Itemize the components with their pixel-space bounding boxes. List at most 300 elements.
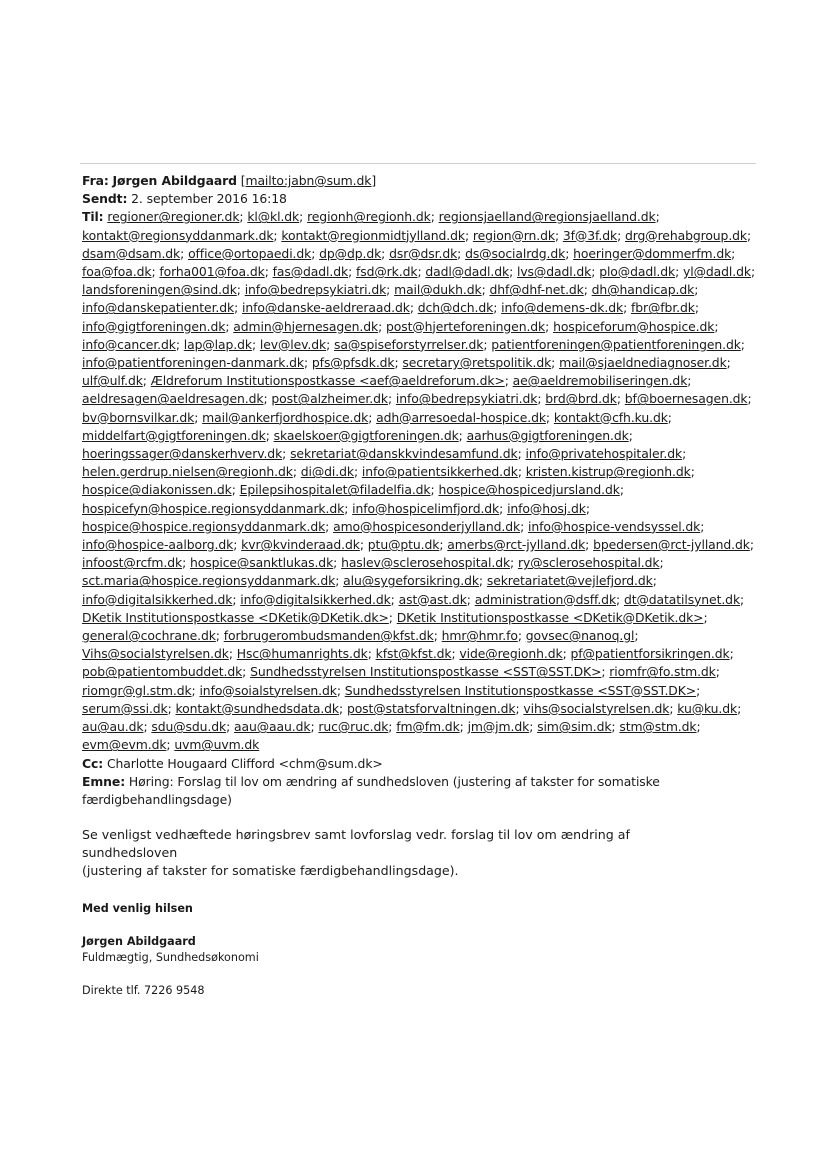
recipient-separator: ; bbox=[703, 609, 708, 625]
recipient-address[interactable]: regionh@regionh.dk bbox=[307, 209, 431, 225]
recipient-line bbox=[82, 354, 758, 372]
recipient-separator: ; bbox=[433, 628, 442, 644]
recipient-address[interactable]: regioner@regioner.dk bbox=[107, 209, 240, 225]
recipient-separator: ; bbox=[263, 391, 272, 407]
recipient-address[interactable]: hmr@hmr.fo bbox=[441, 628, 518, 644]
recipient-line bbox=[82, 700, 758, 718]
recipient-address[interactable]: lev@lev.dk bbox=[259, 336, 327, 352]
recipient-separator: ; bbox=[687, 373, 692, 389]
recipient-separator: ; bbox=[726, 355, 731, 371]
recipient-line bbox=[82, 445, 758, 463]
recipient-separator: ; bbox=[554, 227, 563, 243]
recipient-address[interactable]: aeldresagen@aeldresagen.dk bbox=[82, 391, 264, 407]
recipient-address[interactable]: pob@patientombuddet.dk bbox=[82, 664, 243, 680]
recipient-line bbox=[82, 390, 758, 408]
recipient-address[interactable]: hospice@diakonissen.dk bbox=[82, 482, 232, 498]
signature-title: Fuldmægtig, Sundhedsøkonomi bbox=[82, 951, 259, 964]
recipient-address[interactable]: sct.maria@hospice.regionsyddanmark.dk bbox=[82, 573, 336, 589]
recipient-separator: ; bbox=[616, 391, 625, 407]
recipient-address[interactable]: info@demens-dk.dk bbox=[501, 300, 624, 316]
recipient-line bbox=[82, 409, 758, 427]
recipient-address[interactable]: amerbs@rct-jylland.dk bbox=[447, 537, 586, 553]
recipient-separator: ; bbox=[457, 245, 466, 261]
recipient-address[interactable]: lap@lap.dk bbox=[183, 336, 252, 352]
from-name: Jørgen Abildgaard bbox=[112, 173, 237, 188]
recipient-address[interactable]: ku@ku.dk bbox=[677, 700, 738, 716]
recipient-separator: ; bbox=[339, 700, 347, 716]
recipient-separator: ; bbox=[348, 264, 356, 280]
recipient-separator: ; bbox=[387, 391, 396, 407]
recipient-address[interactable]: Ældreforum Institutionspostkasse <aef@aeldreforum.dk> bbox=[150, 373, 505, 389]
recipient-address[interactable]: sim@sim.dk bbox=[537, 719, 612, 735]
recipient-separator: ; bbox=[228, 646, 237, 662]
recipient-line bbox=[82, 500, 758, 518]
recipient-address[interactable]: hospicefyn@hospice.regionsyddanmark.dk bbox=[82, 500, 345, 516]
recipient-separator: ; bbox=[565, 245, 574, 261]
recipient-separator: ; bbox=[493, 300, 502, 316]
recipient-separator: ; bbox=[234, 300, 243, 316]
recipient-separator: ; bbox=[409, 300, 418, 316]
recipient-address[interactable]: info@danskepatienter.dk bbox=[82, 300, 235, 316]
recipient-separator: ; bbox=[325, 518, 334, 534]
recipient-separator: ; bbox=[504, 373, 513, 389]
recipient-separator: ; bbox=[585, 500, 590, 516]
recipient-separator: ; bbox=[381, 245, 390, 261]
recipient-address[interactable]: hospice@sanktlukas.dk bbox=[190, 555, 334, 571]
recipient-address[interactable]: fas@dadl.dk bbox=[272, 264, 349, 280]
recipient-line bbox=[82, 372, 758, 390]
recipient-address[interactable]: Vihs@socialstyrelsen.dk bbox=[82, 646, 229, 662]
email-body bbox=[82, 826, 722, 880]
recipient-separator: ; bbox=[191, 682, 200, 698]
recipient-address[interactable]: fm@fm.dk bbox=[396, 719, 460, 735]
recipient-address[interactable]: post@hjerteforeningen.dk bbox=[386, 318, 546, 334]
recipient-address[interactable]: aau@aau.dk bbox=[234, 719, 311, 735]
recipient-separator: ; bbox=[696, 719, 701, 735]
from-mailto-link[interactable]: [mailto:jabn@sum.dk] bbox=[240, 173, 377, 188]
recipient-separator: ; bbox=[388, 719, 397, 735]
recipient-separator: ; bbox=[464, 227, 473, 243]
recipient-address[interactable]: regionsjaelland@regionsjaelland.dk bbox=[438, 209, 656, 225]
recipient-separator: ; bbox=[669, 700, 678, 716]
recipient-separator: ; bbox=[714, 318, 719, 334]
recipient-separator: ; bbox=[167, 700, 176, 716]
recipient-separator: ; bbox=[616, 591, 624, 607]
recipient-address[interactable]: kontakt@regionmidtjylland.dk bbox=[281, 227, 465, 243]
recipient-separator: ; bbox=[180, 245, 189, 261]
recipients-block bbox=[82, 208, 758, 754]
recipient-separator: ; bbox=[537, 391, 546, 407]
recipient-separator: ; bbox=[749, 537, 754, 553]
recipient-address[interactable]: forha001@foa.dk bbox=[159, 264, 265, 280]
recipient-separator: ; bbox=[690, 464, 695, 480]
recipient-separator: ; bbox=[458, 427, 467, 443]
recipient-address[interactable]: kontakt@sundhedsdata.dk bbox=[175, 700, 340, 716]
recipient-line bbox=[82, 518, 758, 536]
recipient-address[interactable]: sdu@sdu.dk bbox=[151, 719, 227, 735]
recipient-separator: ; bbox=[232, 591, 241, 607]
recipient-separator: ; bbox=[335, 573, 344, 589]
recipient-line bbox=[82, 718, 758, 736]
recipient-line bbox=[82, 554, 758, 572]
recipient-address[interactable]: hospice@hospicedjursland.dk bbox=[438, 482, 620, 498]
recipient-address[interactable]: ae@aeldremobiliseringen.dk bbox=[512, 373, 688, 389]
recipient-separator: ; bbox=[694, 300, 699, 316]
recipient-separator: ; bbox=[481, 282, 490, 298]
recipient-address[interactable]: govsec@nanoq.gl bbox=[525, 628, 635, 644]
recipient-address[interactable]: Epilepsihospitalet@filadelfia.dk bbox=[239, 482, 431, 498]
recipient-address[interactable]: region@rn.dk bbox=[472, 227, 555, 243]
recipient-line bbox=[82, 245, 758, 263]
recipient-separator: ; bbox=[394, 355, 403, 371]
recipient-separator: ; bbox=[737, 700, 742, 716]
recipient-line bbox=[82, 682, 758, 700]
recipient-address[interactable]: info@hosj.dk bbox=[507, 500, 586, 516]
recipient-separator: ; bbox=[265, 427, 274, 443]
recipient-address[interactable]: bv@bornsvilkar.dk bbox=[82, 409, 195, 425]
recipient-separator: ; bbox=[747, 227, 752, 243]
recipient-separator: ; bbox=[750, 264, 756, 280]
recipient-separator: ; bbox=[623, 300, 631, 316]
recipient-address[interactable]: hoeringer@dommerfm.dk bbox=[573, 245, 732, 261]
cc-label: Cc: bbox=[82, 755, 104, 771]
recipient-separator: ; bbox=[142, 373, 151, 389]
recipient-separator: ; bbox=[659, 555, 664, 571]
recipient-address[interactable]: stm@stm.dk bbox=[619, 719, 697, 735]
recipient-separator: ; bbox=[459, 719, 468, 735]
recipient-address[interactable]: hoeringssager@danskerhverv.dk bbox=[82, 446, 283, 462]
recipient-address[interactable]: serum@ssi.dk bbox=[82, 700, 168, 716]
recipient-address[interactable]: info@hospice-aalborg.dk bbox=[82, 537, 234, 553]
body-line-2: (justering af takster for somatiske færdigbehandlingsdage). bbox=[82, 863, 459, 878]
recipient-address[interactable]: plo@dadl.dk bbox=[599, 264, 676, 280]
recipient-address[interactable]: dsr@dsr.dk bbox=[389, 245, 458, 261]
recipient-address[interactable]: bpedersen@rct-jylland.dk bbox=[593, 537, 750, 553]
recipient-address[interactable]: info@privatehospitaler.dk bbox=[525, 446, 683, 462]
recipient-separator: ; bbox=[619, 482, 624, 498]
recipient-separator: ; bbox=[359, 537, 368, 553]
recipient-separator: ; bbox=[466, 591, 475, 607]
recipient-address[interactable]: info@danske-aeldreraad.dk bbox=[242, 300, 410, 316]
recipient-line bbox=[82, 281, 758, 299]
recipient-line bbox=[82, 427, 758, 445]
recipient-separator: ; bbox=[628, 427, 633, 443]
recipient-line bbox=[82, 627, 758, 645]
recipient-separator: ; bbox=[729, 646, 734, 662]
recipient-line bbox=[82, 481, 758, 499]
recipient-separator: ; bbox=[333, 555, 342, 571]
recipient-address[interactable]: lvs@dadl.dk bbox=[516, 264, 592, 280]
recipient-separator: ; bbox=[231, 482, 240, 498]
recipient-address[interactable]: info@digitalsikkerhed.dk bbox=[82, 591, 233, 607]
recipient-address[interactable]: info@digitalsikkerhed.dk bbox=[240, 591, 391, 607]
recipient-address[interactable]: secretary@retspolitik.dk bbox=[402, 355, 552, 371]
recipient-address[interactable]: kontakt@regionsyddanmark.dk bbox=[82, 227, 274, 243]
recipient-address[interactable]: kvr@kvinderaad.dk bbox=[241, 537, 360, 553]
recipient-address[interactable]: mail@sjaeldnediagnoser.dk bbox=[559, 355, 727, 371]
recipient-address[interactable]: adh@arresoedal-hospice.dk bbox=[376, 409, 546, 425]
recipient-separator: ; bbox=[517, 446, 526, 462]
recipient-line bbox=[82, 591, 758, 609]
recipient-line bbox=[82, 208, 758, 226]
recipient-address[interactable]: brd@brd.dk bbox=[545, 391, 617, 407]
recipient-separator: ; bbox=[336, 682, 345, 698]
recipient-address[interactable]: DKetik Institutionspostkasse <DKetik@DKetik.dk> bbox=[82, 609, 389, 625]
recipient-separator: ; bbox=[194, 409, 203, 425]
recipient-address[interactable]: info@gigtforeningen.dk bbox=[82, 318, 226, 334]
recipient-address[interactable]: general@cochrane.dk bbox=[82, 628, 216, 644]
recipient-separator: ; bbox=[378, 318, 387, 334]
cc-value: Charlotte Hougaard Clifford <chm@sum.dk> bbox=[106, 755, 383, 771]
recipient-address[interactable]: au@au.dk bbox=[82, 719, 144, 735]
recipient-separator: ; bbox=[740, 336, 745, 352]
recipient-separator: ; bbox=[368, 409, 377, 425]
recipient-line bbox=[82, 536, 758, 554]
recipient-separator: ; bbox=[517, 628, 526, 644]
recipient-separator: ; bbox=[617, 227, 625, 243]
recipient-separator: ; bbox=[390, 591, 399, 607]
recipient-address[interactable]: kontakt@cfh.ku.dk bbox=[553, 409, 668, 425]
recipient-address[interactable]: office@ortopaedi.dk bbox=[188, 245, 312, 261]
recipient-address[interactable]: post@statsforvaltningen.dk bbox=[346, 700, 516, 716]
recipient-address[interactable]: info@hospice-vendsyssel.dk bbox=[528, 518, 701, 534]
recipient-address[interactable]: info@cancer.dk bbox=[82, 336, 176, 352]
recipient-address[interactable]: dhf@dhf-net.dk bbox=[489, 282, 584, 298]
recipient-separator: ; bbox=[731, 245, 736, 261]
to-label: Til: bbox=[82, 209, 104, 225]
recipient-address[interactable]: drg@rehabgroup.dk bbox=[624, 227, 748, 243]
recipient-address[interactable]: jm@jm.dk bbox=[467, 719, 530, 735]
recipient-address[interactable]: kfst@kfst.dk bbox=[375, 646, 452, 662]
recipient-address[interactable]: forbrugerombudsmanden@kfst.dk bbox=[223, 628, 434, 644]
recipient-address[interactable]: kristen.kistrup@regionh.dk bbox=[525, 464, 691, 480]
recipient-address[interactable]: pf@patientforsikringen.dk bbox=[570, 646, 730, 662]
recipient-separator: ; bbox=[417, 264, 426, 280]
recipient-address[interactable]: info@soialstyrelsen.dk bbox=[199, 682, 337, 698]
email-header bbox=[82, 172, 758, 809]
recipient-address[interactable]: patientforeningen@patientforeningen.dk bbox=[491, 336, 741, 352]
recipient-separator: ; bbox=[143, 719, 152, 735]
recipient-separator: ; bbox=[545, 409, 554, 425]
recipient-address[interactable]: alu@sygeforsikring.dk bbox=[343, 573, 479, 589]
sent-value: 2. september 2016 16:18 bbox=[131, 191, 287, 207]
recipient-line bbox=[82, 645, 758, 663]
recipient-address[interactable]: ulf@ulf.dk bbox=[82, 373, 143, 389]
recipient-separator: ; bbox=[583, 282, 592, 298]
recipient-address[interactable]: Sundhedsstyrelsen Institutionspostkasse <SST@SST.DK> bbox=[250, 664, 602, 680]
recipient-address[interactable]: sekretariatet@vejlefjord.dk bbox=[486, 573, 653, 589]
body-line-1: Se venligst vedhæftede høringsbrev samt lovforslag vedr. forslag til lov om ændring af sundhedsloven bbox=[82, 827, 630, 860]
recipient-address[interactable]: foa@foa.dk bbox=[82, 264, 152, 280]
recipient-separator: ; bbox=[388, 609, 397, 625]
recipient-address[interactable]: fsd@rk.dk bbox=[356, 264, 418, 280]
recipient-address[interactable]: dt@datatilsynet.dk bbox=[623, 591, 741, 607]
recipient-address[interactable]: mail@ankerfjordhospice.dk bbox=[202, 409, 369, 425]
recipient-address[interactable]: dsam@dsam.dk bbox=[82, 245, 181, 261]
recipient-address[interactable]: haslev@sclerosehospital.dk bbox=[341, 555, 511, 571]
recipient-address[interactable]: yl@dadl.dk bbox=[683, 264, 751, 280]
recipient-separator: ; bbox=[430, 209, 439, 225]
recipient-address[interactable]: admin@hjernesagen.dk bbox=[233, 318, 379, 334]
recipient-separator: ; bbox=[310, 719, 319, 735]
recipient-line bbox=[82, 663, 758, 681]
recipient-separator: ; bbox=[747, 391, 752, 407]
recipient-separator: ; bbox=[682, 446, 687, 462]
recipient-separator: ; bbox=[585, 537, 594, 553]
recipient-address[interactable]: riomgr@gl.stm.dk bbox=[82, 682, 192, 698]
recipient-address[interactable]: dch@dch.dk bbox=[417, 300, 494, 316]
recipient-address[interactable]: post@alzheimer.dk bbox=[271, 391, 388, 407]
recipient-address[interactable]: ast@ast.dk bbox=[398, 591, 467, 607]
subject-line-2 bbox=[82, 791, 758, 809]
recipient-separator: ; bbox=[517, 464, 526, 480]
recipient-separator: ; bbox=[225, 318, 234, 334]
signature-name: Jørgen Abildgaard bbox=[82, 935, 196, 948]
recipient-address[interactable]: hospiceforum@hospice.dk bbox=[553, 318, 715, 334]
recipient-separator: ; bbox=[611, 719, 620, 735]
recipient-separator: ; bbox=[367, 646, 376, 662]
recipient-address[interactable]: uvm@uvm.dk bbox=[174, 737, 260, 753]
recipient-line bbox=[82, 572, 758, 590]
recipient-separator: ; bbox=[282, 446, 291, 462]
subject-text-2: færdigbehandlingsdage) bbox=[82, 791, 232, 807]
recipient-address[interactable]: dh@handicap.dk bbox=[591, 282, 695, 298]
recipient-address[interactable]: pfs@pfsdk.dk bbox=[311, 355, 395, 371]
cc-line bbox=[82, 755, 758, 773]
recipient-line bbox=[82, 336, 758, 354]
recipient-separator: ; bbox=[551, 355, 560, 371]
recipient-address[interactable]: info@hospicelimfjord.dk bbox=[352, 500, 500, 516]
recipient-separator: ; bbox=[545, 318, 554, 334]
recipient-address[interactable]: info@patientforeningen-danmark.dk bbox=[82, 355, 304, 371]
recipient-separator: ; bbox=[304, 355, 312, 371]
recipient-address[interactable]: di@di.dk bbox=[300, 464, 354, 480]
recipient-separator: ; bbox=[439, 537, 448, 553]
recipient-address[interactable]: Sundhedsstyrelsen Institutionspostkasse <SST@SST.DK> bbox=[344, 682, 697, 698]
subject-text-1: Høring: Forslag til lov om ændring af sundhedsloven (justering af takster for somatiske bbox=[128, 773, 660, 789]
recipient-address[interactable]: skaelskoer@gigtforeningen.dk bbox=[273, 427, 459, 443]
recipient-line bbox=[82, 318, 758, 336]
recipient-separator: ; bbox=[740, 591, 745, 607]
from-label: Fra: bbox=[82, 173, 109, 188]
recipient-separator: ; bbox=[273, 227, 282, 243]
recipient-address[interactable]: info@bedrepsykiatri.dk bbox=[395, 391, 538, 407]
recipient-separator: ; bbox=[696, 682, 701, 698]
recipient-address[interactable]: middelfart@gigtforeningen.dk bbox=[82, 427, 266, 443]
recipient-address[interactable]: sekretariat@danskkvindesamfund.dk bbox=[290, 446, 518, 462]
recipient-separator: ; bbox=[430, 482, 439, 498]
recipient-separator: ; bbox=[226, 719, 235, 735]
subject-label: Emne: bbox=[82, 773, 126, 789]
recipient-separator: ; bbox=[326, 336, 335, 352]
recipient-separator: ; bbox=[292, 464, 301, 480]
recipient-separator: ; bbox=[694, 282, 699, 298]
recipient-separator: ; bbox=[299, 209, 308, 225]
recipient-separator: ; bbox=[634, 628, 639, 644]
recipient-separator: ; bbox=[311, 245, 320, 261]
recipient-address[interactable]: mail@dukh.dk bbox=[394, 282, 482, 298]
sent-label: Sendt: bbox=[82, 191, 128, 207]
recipient-separator: ; bbox=[239, 209, 248, 225]
recipient-address[interactable]: Hsc@humanrights.dk bbox=[236, 646, 368, 662]
recipient-address[interactable]: amo@hospicesonderjylland.dk bbox=[333, 518, 521, 534]
recipient-address[interactable]: vihs@socialstyrelsen.dk bbox=[523, 700, 670, 716]
recipient-separator: ; bbox=[451, 646, 460, 662]
recipient-separator: ; bbox=[344, 500, 353, 516]
sent-line bbox=[82, 190, 758, 208]
recipient-address[interactable]: ry@sclerosehospital.dk bbox=[517, 555, 660, 571]
recipient-address[interactable]: vide@regionh.dk bbox=[459, 646, 563, 662]
recipient-separator: ; bbox=[215, 628, 224, 644]
recipient-address[interactable]: kl@kl.dk bbox=[247, 209, 300, 225]
signature-phone: Direkte tlf. 7226 9548 bbox=[82, 984, 205, 997]
recipient-separator: ; bbox=[655, 209, 660, 225]
recipient-separator: ; bbox=[151, 264, 160, 280]
recipient-address[interactable]: info@bedrepsykiatri.dk bbox=[244, 282, 387, 298]
recipient-separator: ; bbox=[236, 282, 245, 298]
recipient-address[interactable]: infoost@rcfm.dk bbox=[82, 555, 183, 571]
recipient-separator: ; bbox=[386, 282, 395, 298]
recipient-line bbox=[82, 736, 758, 754]
recipient-line bbox=[82, 609, 758, 627]
recipient-address[interactable]: ruc@ruc.dk bbox=[318, 719, 389, 735]
recipient-address[interactable]: helen.gerdrup.nielsen@regionh.dk bbox=[82, 464, 293, 480]
recipient-separator: ; bbox=[520, 518, 529, 534]
recipient-separator: ; bbox=[478, 573, 487, 589]
recipient-address[interactable]: dp@dp.dk bbox=[319, 245, 382, 261]
recipient-separator: ; bbox=[509, 264, 517, 280]
recipient-separator: ; bbox=[499, 500, 508, 516]
recipient-separator: ; bbox=[510, 555, 518, 571]
recipient-address[interactable]: evm@evm.dk bbox=[82, 737, 167, 753]
recipient-address[interactable]: landsforeningen@sind.dk bbox=[82, 282, 237, 298]
recipient-line bbox=[82, 463, 758, 481]
recipient-separator: ; bbox=[591, 264, 600, 280]
recipient-separator: ; bbox=[182, 555, 190, 571]
recipient-address[interactable]: riomfr@fo.stm.dk bbox=[609, 664, 716, 680]
recipient-separator: ; bbox=[166, 737, 175, 753]
recipient-separator: ; bbox=[675, 264, 684, 280]
recipient-separator: ; bbox=[529, 719, 538, 735]
recipient-separator: ; bbox=[483, 336, 492, 352]
recipient-separator: ; bbox=[233, 537, 242, 553]
recipient-address[interactable]: hospice@hospice.regionsyddanmark.dk bbox=[82, 518, 326, 534]
recipient-address[interactable]: aarhus@gigtforeningen.dk bbox=[466, 427, 629, 443]
recipient-separator: ; bbox=[353, 464, 362, 480]
recipient-address[interactable]: fbr@fbr.dk bbox=[630, 300, 695, 316]
recipient-separator: ; bbox=[667, 409, 672, 425]
recipient-line bbox=[82, 299, 758, 317]
recipient-address[interactable]: info@patientsikkerhed.dk bbox=[361, 464, 518, 480]
recipient-address[interactable]: administration@dsff.dk bbox=[474, 591, 617, 607]
recipient-separator: ; bbox=[175, 336, 184, 352]
recipient-address[interactable]: bf@boernesagen.dk bbox=[624, 391, 748, 407]
recipient-address[interactable]: sa@spiseforstyrrelser.dk bbox=[334, 336, 484, 352]
recipient-separator: ; bbox=[242, 664, 251, 680]
subject-line bbox=[82, 773, 758, 791]
recipient-address[interactable]: ptu@ptu.dk bbox=[367, 537, 440, 553]
recipient-address[interactable]: dadl@dadl.dk bbox=[425, 264, 510, 280]
recipient-separator: ; bbox=[700, 518, 705, 534]
recipient-separator: ; bbox=[715, 664, 720, 680]
recipient-address[interactable]: DKetik Institutionspostkasse <DKetik@DKetik.dk> bbox=[396, 609, 704, 625]
recipient-address[interactable]: ds@socialrdg.dk bbox=[465, 245, 566, 261]
recipient-separator: ; bbox=[652, 573, 657, 589]
recipient-separator: ; bbox=[515, 700, 524, 716]
header-divider bbox=[80, 163, 756, 164]
recipient-address[interactable]: 3f@3f.dk bbox=[562, 227, 618, 243]
from-line bbox=[82, 172, 758, 190]
